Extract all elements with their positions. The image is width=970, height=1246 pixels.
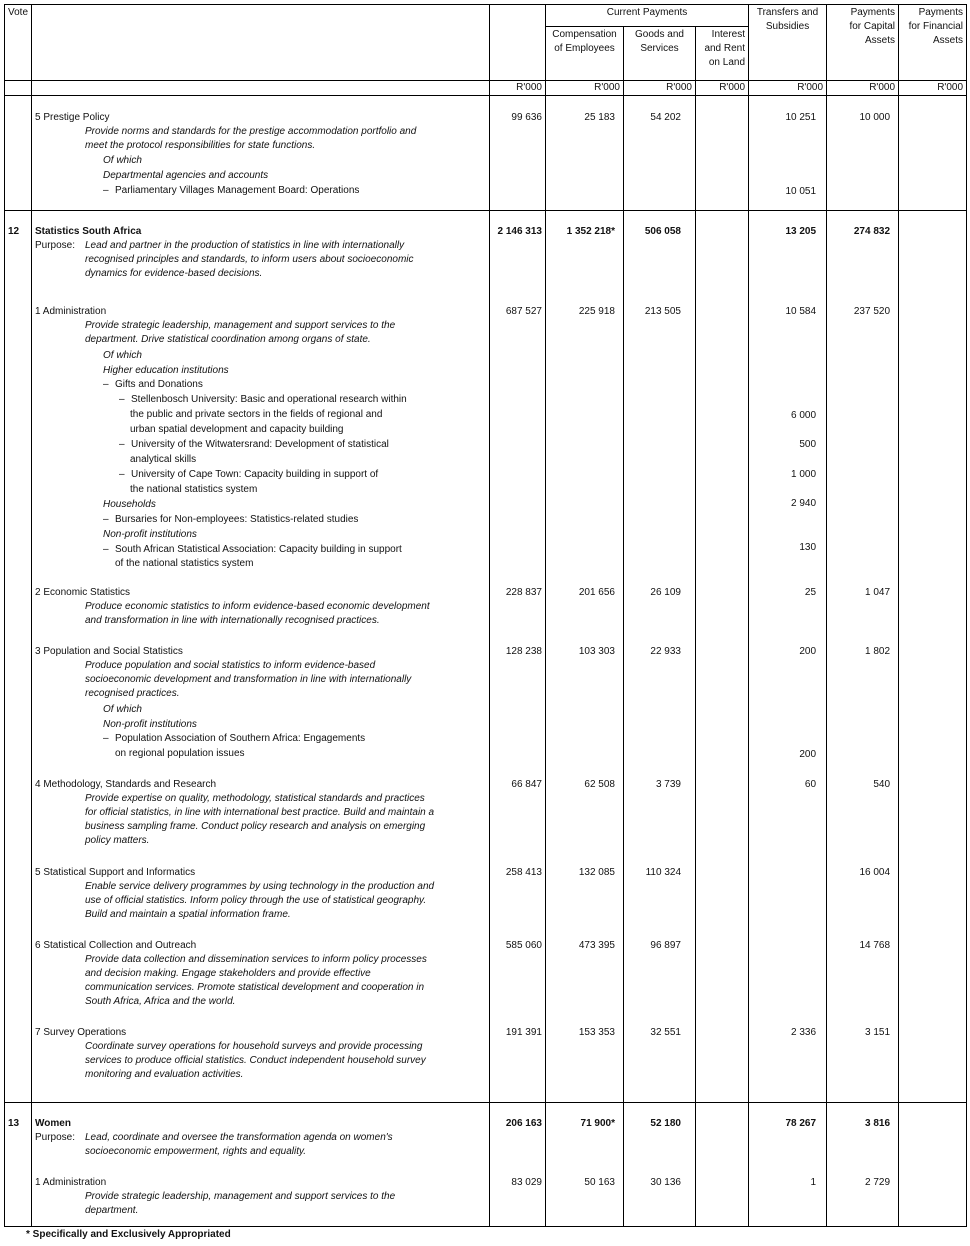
capital-amount: 1 047 <box>827 571 899 628</box>
transfers-header: Transfers and Subsidies <box>749 5 827 81</box>
compensation-amount: 62 508 <box>546 762 624 848</box>
compensation-header: Compensation of Employees <box>546 27 624 81</box>
goods-amount: 506 058 <box>624 211 696 282</box>
vote-row-statistics-south-africa: 12 Statistics South Africa Purpose: Lead and partner in the production of statistics in line with internationally recognised principles and standards, to inform users about socioeconomic dynamics for evidence-based decisions. 2 146 313 1 352 218* 506 058 13 205 274 832 <box>5 211 967 282</box>
capital-amount: 1 802 <box>827 628 899 762</box>
compensation-amount: 473 395 <box>546 922 624 1009</box>
total-amount: 191 391 <box>490 1009 546 1103</box>
goods-amount: 26 109 <box>624 571 696 628</box>
transfers-amount: 200 200 <box>749 628 827 762</box>
vote-header: Vote <box>5 5 32 81</box>
capital-amount: 274 832 <box>827 211 899 282</box>
programme-row-economic-statistics: 2 Economic Statistics Produce economic statistics to inform evidence-based economic development and transformation in line with internationally recognised practices. 228 837 201 656 26 109 25 1 047 <box>5 571 967 628</box>
capital-assets-header: Payments for Capital Assets <box>827 5 899 81</box>
financial-assets-header: Payments for Financial Assets <box>899 5 967 81</box>
programme-title: 4 Methodology, Standards and Research <box>35 779 217 790</box>
unit-label: R'000 <box>696 81 749 96</box>
transfers-amount: 10 584 6 000 500 1 000 2 940 130 <box>749 281 827 571</box>
capital-amount: 237 520 <box>827 281 899 571</box>
compensation-amount: 132 085 <box>546 848 624 922</box>
total-amount: 99 636 <box>490 96 546 211</box>
compensation-amount: 103 303 <box>546 628 624 762</box>
goods-services-header: Goods and Services <box>624 27 696 81</box>
programme-title: 1 Administration <box>35 306 107 317</box>
transfers-amount: 1 <box>749 1159 827 1227</box>
footnote: * Specifically and Exclusively Appropriated <box>26 1229 231 1240</box>
unit-label: R'000 <box>749 81 827 96</box>
unit-label: R'000 <box>546 81 624 96</box>
programme-title: 1 Administration <box>35 1177 107 1188</box>
capital-amount: 16 004 <box>827 848 899 922</box>
total-amount: 258 413 <box>490 848 546 922</box>
total-amount: 66 847 <box>490 762 546 848</box>
goods-amount: 32 551 <box>624 1009 696 1103</box>
transfers-amount: 78 267 <box>749 1103 827 1160</box>
programme-title: 6 Statistical Collection and Outreach <box>35 940 197 951</box>
programme-title: 2 Economic Statistics <box>35 587 131 598</box>
programme-title: 5 Statistical Support and Informatics <box>35 867 196 878</box>
goods-amount: 54 202 <box>624 96 696 211</box>
transfers-amount: 25 <box>749 571 827 628</box>
total-amount: 228 837 <box>490 571 546 628</box>
programme-row-statistical-collection-outreach: 6 Statistical Collection and Outreach Provide data collection and dissemination services to inform policy processes and decision making. Engage stakeholders and provide effective communication services. Promote statistical development and cooperation in South Africa, Africa and the world. 585 060 473 395 96 897 14 768 <box>5 922 967 1009</box>
capital-amount: 10 000 <box>827 96 899 211</box>
total-amount: 2 146 313 <box>490 211 546 282</box>
goods-amount: 213 505 <box>624 281 696 571</box>
units-row <box>5 81 967 96</box>
total-amount: 128 238 <box>490 628 546 762</box>
interest-rent-header: Interest and Rent on Land <box>696 27 749 81</box>
compensation-amount: 25 183 <box>546 96 624 211</box>
programme-title: 5 Prestige Policy <box>35 112 110 123</box>
goods-amount: 96 897 <box>624 922 696 1009</box>
capital-amount: 2 729 <box>827 1159 899 1227</box>
unit-label: R'000 <box>624 81 696 96</box>
capital-amount: 3 816 <box>827 1103 899 1160</box>
programme-title: 7 Survey Operations <box>35 1027 127 1038</box>
programme-row-methodology-standards-research: 4 Methodology, Standards and Research Provide expertise on quality, methodology, statistical standards and practices for official statistics, in line with international best practice. Build and maintain a business sampling frame. Conduct policy research and analysis on emerging policy matters. 66 847 62 508 3 739 60 540 <box>5 762 967 848</box>
total-amount: 206 163 <box>490 1103 546 1160</box>
vote-title: Women <box>35 1118 71 1129</box>
programme-row-women-administration: 1 Administration Provide strategic leadership, management and support services to the department. 83 029 50 163 30 136 1 2 729 <box>5 1159 967 1227</box>
total-amount: 83 029 <box>490 1159 546 1227</box>
goods-amount: 22 933 <box>624 628 696 762</box>
transfers-amount: 2 336 <box>749 1009 827 1103</box>
programme-row-population-social-statistics: 3 Population and Social Statistics Produce population and social statistics to inform evidence-based socioeconomic development and transformation in line with internationally recognised practices. Of which Non-profit institutions – Population Association of Southern Africa: Engagements on regional population issues 128 238 103 303 22 933 200 200 1 802 <box>5 628 967 762</box>
programme-row-administration: 1 Administration Provide strategic leadership, management and support services to the department. Drive statistical coordination among organs of state. Of which Higher education institutions – Gifts and Donations – Stellenbosch University: Basic and operational research within the public and private sectors in the fields of regional and urban spatial development and capacity building – University of the Witwatersrand: Development of statistical analytical skills – University of Cape Town: Capacity building in support of the national statistics system Households – Bursaries for Non-employees: Statistics-related studies Non-profit institutions – South African Statistical Association: Capacity building in support of the national statistics system 687 527 225 918 213 505 10 584 6 000 500 1 000 2 940 130 237 520 <box>5 281 967 571</box>
compensation-amount: 50 163 <box>546 1159 624 1227</box>
transfers-amount: 60 <box>749 762 827 848</box>
vote-number: 13 <box>5 1103 32 1160</box>
goods-amount: 3 739 <box>624 762 696 848</box>
goods-amount: 52 180 <box>624 1103 696 1160</box>
compensation-amount: 71 900* <box>546 1103 624 1160</box>
unit-label: R'000 <box>827 81 899 96</box>
transfers-amount: 13 205 <box>749 211 827 282</box>
compensation-amount: 225 918 <box>546 281 624 571</box>
programme-row-survey-operations: 7 Survey Operations Coordinate survey operations for household surveys and provide processing services to produce official statistics. Conduct independent household survey monitoring and evaluation activities. 191 391 153 353 32 551 2 336 3 151 <box>5 1009 967 1103</box>
programme-row-prestige-policy: 5 Prestige Policy Provide norms and standards for the prestige accommodation portfolio and meet the protocol responsibilities for state functions. Of which Departmental agencies and accounts – Parliamentary Villages Management Board: Operations 99 636 25 183 54 202 10 251 10 051 10 000 <box>5 96 967 211</box>
appropriation-schedule-table <box>4 4 967 1227</box>
capital-amount: 3 151 <box>827 1009 899 1103</box>
current-payments-header: Current Payments <box>546 5 749 27</box>
compensation-amount: 201 656 <box>546 571 624 628</box>
compensation-amount: 1 352 218* <box>546 211 624 282</box>
total-amount: 585 060 <box>490 922 546 1009</box>
total-amount: 687 527 <box>490 281 546 571</box>
unit-label: R'000 <box>490 81 546 96</box>
goods-amount: 30 136 <box>624 1159 696 1227</box>
transfers-amount: 10 251 10 051 <box>749 96 827 211</box>
programme-row-statistical-support-informatics: 5 Statistical Support and Informatics Enable service delivery programmes by using technology in the production and use of official statistics. Inform policy through the use of statistical geography. Build and maintain a spatial information frame. 258 413 132 085 110 324 16 004 <box>5 848 967 922</box>
programme-title: 3 Population and Social Statistics <box>35 646 183 657</box>
capital-amount: 540 <box>827 762 899 848</box>
header-row-1 <box>5 5 967 27</box>
vote-number: 12 <box>5 211 32 282</box>
unit-label: R'000 <box>899 81 967 96</box>
capital-amount: 14 768 <box>827 922 899 1009</box>
vote-row-women: 13 Women Purpose: Lead, coordinate and oversee the transformation agenda on women's socioeconomic empowerment, rights and equality. 206 163 71 900* 52 180 78 267 3 816 <box>5 1103 967 1160</box>
vote-title: Statistics South Africa <box>35 226 142 237</box>
goods-amount: 110 324 <box>624 848 696 922</box>
compensation-amount: 153 353 <box>546 1009 624 1103</box>
